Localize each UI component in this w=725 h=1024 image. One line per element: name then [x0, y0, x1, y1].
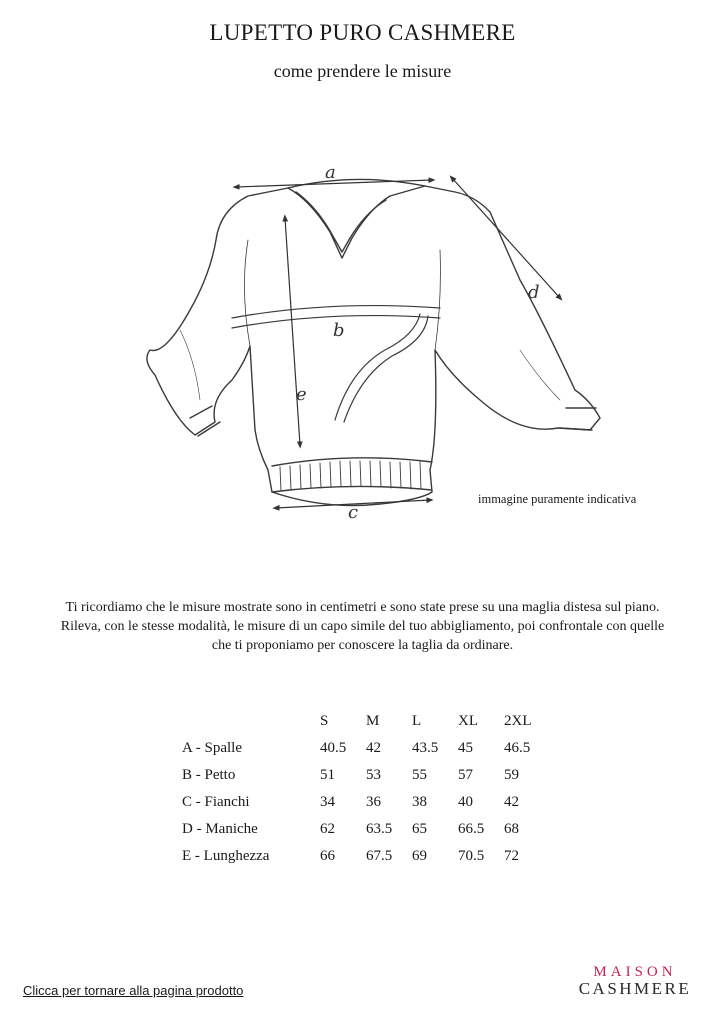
header-size-2xl: 2XL	[504, 713, 532, 729]
measure-label-d: d	[528, 282, 540, 303]
table-cell: 63.5	[366, 821, 393, 837]
header-size-xl: XL	[458, 713, 478, 729]
measure-label-e: e	[296, 384, 307, 405]
table-cell: 38	[412, 794, 427, 810]
table-cell: 72	[504, 848, 519, 864]
row-label: C - Fianchi	[182, 794, 250, 810]
table-cell: 45	[458, 740, 473, 756]
row-label: E - Lunghezza	[182, 848, 270, 864]
header-size-m: M	[366, 713, 380, 729]
table-row	[176, 762, 554, 789]
measure-label-c: c	[348, 502, 359, 523]
table-cell: 62	[320, 821, 335, 837]
table-row	[176, 735, 554, 762]
illustration-caption: immagine puramente indicativa	[478, 492, 637, 506]
logo-bottom-text: CASHMERE	[578, 979, 692, 998]
table-cell: 66.5	[458, 821, 485, 837]
table-cell: 42	[504, 794, 519, 810]
table-cell: 69	[412, 848, 427, 864]
table-cell: 36	[366, 794, 381, 810]
table-cell: 68	[504, 821, 519, 837]
measure-label-a: a	[325, 162, 336, 183]
header-size-l: L	[412, 713, 422, 729]
table-cell: 40.5	[320, 740, 347, 756]
table-row	[176, 843, 554, 870]
measure-label-b: b	[333, 320, 345, 341]
table-cell: 65	[412, 821, 427, 837]
page-subtitle: come prendere le misure	[273, 61, 452, 81]
logo-top-text: MAISON	[593, 964, 677, 980]
table-cell: 43.5	[412, 740, 439, 756]
sweater-illustration	[120, 100, 640, 540]
table-cell: 34	[320, 794, 335, 810]
page-title: LUPETTO PURO CASHMERE	[209, 20, 516, 45]
table-cell: 59	[504, 767, 519, 783]
table-cell: 40	[458, 794, 473, 810]
table-row	[176, 789, 554, 816]
sweater-drawing	[147, 179, 600, 505]
row-label: B - Petto	[182, 767, 236, 783]
intro-line: che ti proponiamo per conoscere la taglia da ordinare.	[211, 638, 514, 653]
back-to-product-link[interactable]: Clicca per tornare alla pagina prodotto	[23, 983, 244, 998]
table-cell: 46.5	[504, 740, 531, 756]
intro-line: Rileva, con le stesse modalità, le misure di un capo simile del tuo abbigliamento, poi confrontale con quelle	[60, 619, 665, 634]
table-cell: 55	[412, 767, 427, 783]
intro-text	[30, 598, 695, 655]
row-label: A - Spalle	[182, 740, 242, 756]
header-size-s: S	[320, 713, 329, 729]
table-cell: 67.5	[366, 848, 393, 864]
intro-line: Ti ricordiamo che le misure mostrate sono in centimetri e sono state prese su una maglia distesa sul piano.	[65, 600, 660, 615]
size-table-header	[176, 708, 554, 735]
table-cell: 42	[366, 740, 381, 756]
table-cell: 70.5	[458, 848, 485, 864]
size-table	[176, 708, 554, 870]
table-cell: 53	[366, 767, 381, 783]
brand-logo	[570, 964, 700, 999]
table-cell: 57	[458, 767, 473, 783]
table-row	[176, 816, 554, 843]
table-cell: 66	[320, 848, 335, 864]
header-empty-cell	[176, 708, 320, 735]
table-cell: 51	[320, 767, 335, 783]
row-label: D - Maniche	[182, 821, 258, 837]
